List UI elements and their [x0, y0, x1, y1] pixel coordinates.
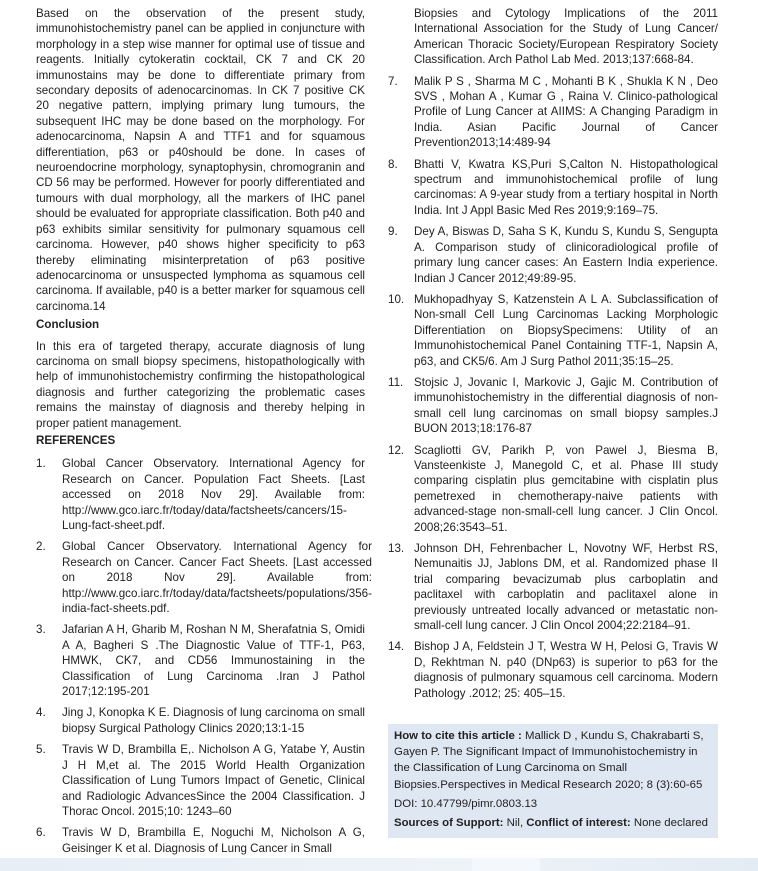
reference-text: Global Cancer Observatory. International Agency for Research on Cancer. Cancer Fact Sheets. [Last accessed on 2018 Nov 29]. Available from: http://www.gco.iarc.fr/today/data/factsheets/populations/356-india-fact-sheets.pdf. [62, 540, 372, 616]
reference-text: Bhatti V, Kwatra KS,Puri S,Calton N. Histopathological spectrum and immunohistochemical profile of lung carcinomas: A 9-year study from a tertiary hospital in North India. Int J Appl Basic Med Res 2019;9:169–75. [414, 157, 718, 217]
reference-text: Bishop J A, Feldstein J T, Westra W H, Pelosi G, Travis W D, Rekhtman N. p40 (DNp63) is superior to p63 for the diagnosis of pulmonary squamous cell carcinoma. Modern Pathology .2012; 25: 405–15. [414, 640, 718, 700]
reference-number: 3. [36, 623, 46, 637]
conclusion-paragraph: In this era of targeted therapy, accurate diagnosis of lung carcinoma on small biopsy specimens, histopathologically with help of immunohistochemistry confirming the histopathological diagnosis and further categorizing the problematic cases remains the mainstay of diagnosis and thereby helping in proper patient management. [36, 339, 365, 430]
references-heading: REFERENCES [36, 433, 116, 447]
reference-item [388, 541, 718, 633]
reference-item [36, 622, 365, 699]
reference-continued-text: Biopsies and Cytology Implications of the 2011 International Association for the Study of Lung Cancer/ American Thoracic Society/European Respiratory Society Classification. Arch Pathol Lab Med. 2013;137:668-84. [414, 7, 718, 67]
conclusion-heading: Conclusion [36, 318, 100, 332]
how-to-cite [394, 728, 712, 793]
reference-number: 1. [36, 457, 46, 471]
reference-text: Travis W D, Brambilla E, Noguchi M, Nicholson A G, Geisinger K et al. Diagnosis of Lung Cancer in Small [62, 826, 365, 855]
reference-text: Malik P S , Sharma M C , Mohanti B K , Shukla K N , Deo SVS , Mohan A , Kumar G , Raina V. Clinico-pathological Profile of Lung Cancer at AIIMS: A Changing Paradigm in India. Asian Pacific Journal of Cancer Prevention2013;14:489-94 [414, 74, 718, 150]
references-list-right [388, 74, 718, 701]
reference-item [388, 224, 718, 286]
reference-number: 9. [388, 225, 398, 239]
reference-number: 8. [388, 157, 398, 171]
reference-number: 14. [388, 640, 405, 654]
reference-item [388, 443, 718, 535]
footer-tab [472, 858, 540, 871]
doi: DOI: 10.47799/pimr.0803.13 [394, 797, 538, 810]
conflict-label: Conflict of interest: [526, 817, 631, 830]
reference-number: 13. [388, 542, 405, 555]
reference-item [388, 157, 718, 219]
reference-text: Travis W D, Brambilla E,. Nicholson A G, Yatabe Y, Austin J H M,et al. The 2015 World Health Organization Classification of Lung Tumors Impact of Genetic, Clinical and Radiologic AdvancesSince the 2004 Classification. J Thorac Oncol. 2015;10: 1243–60 [62, 743, 365, 818]
reference-number: 4. [36, 706, 46, 720]
reference-text: Johnson DH, Fehrenbacher L, Novotny WF, Herbst RS, Nemunaitis JJ, Jablons DM, et al. Randomized phase II trial comparing bevacizumab plus carboplatin and paclitaxel with carboplatin and paclitaxel alone in previously untreated locally advanced or metastatic non-small-cell lung cancer. J Clin Oncol 2004;22:2184–91. [414, 542, 718, 633]
support-value: Nil, [506, 817, 524, 830]
footer-band [0, 858, 758, 871]
discussion-paragraph: Based on the observation of the present study, immunohistochemistry panel can be applied in conjuncture with morphology in a step wise manner for optimal use of tissue and reagents. Initially cytokeratin cocktail, CK 7 and CK 20 immunostains may be done to differentiate primary from secondary deposits of adenocarcinomas. In CK 7 positive CK 20 negative pattern, implying primary lung tumours, the subsequent IHC may be done based on the morphology. For adenocarcinoma, Napsin A and TTF1 and for squamous differentiation, p63 or p40should be done. In cases of neuroendocrine morphology, synaptophysin, chromogranin and CD 56 may be performed. However for poorly differentiated and tumours with dual morphology, all the markers of IHC panel should be evaluated for appropriate classification. Both p40 and p63 exhibits similar sensitivity for pulmonary squamous cell carcinoma. However, p40 shows higher specificity to p63 thereby eliminating misinterpretation of p63 positive adenocarcinoma or unsuspected lymphoma as squamous cell carcinoma. If available, p40 is a better marker for squamous cell carcinoma.14 [36, 7, 365, 313]
right-column [388, 6, 718, 707]
reference-number: 7. [388, 74, 398, 88]
reference-item [388, 375, 718, 437]
reference-text: Global Cancer Observatory. International Agency for Research on Cancer. Population Fact Sheets. [Last accessed on 2018 Nov 29]. Available from: http://www.gco.iarc.fr/today/data/factsheets/cancers/15-Lung-fact-sheet.pdf. [62, 457, 365, 532]
reference-item [388, 639, 718, 701]
reference-number: 5. [36, 743, 46, 757]
reference-number: 12. [388, 443, 405, 457]
reference-item [388, 292, 718, 369]
left-column [36, 6, 372, 862]
reference-text: Scagliotti GV, Parikh P, von Pawel J, Biesma B, Vansteenkiste J, Manegold C, et al. Phase III study comparing cisplatin plus gemcitabine with cisplatin plus pemetrexed in chemotherapy-naive patients with advanced-stage non-small-cell lung cancer. J Clin Oncol. 2008;26:3543–51. [414, 443, 718, 534]
reference-text: Stojsic J, Jovanic I, Markovic J, Gajic M. Contribution of immunohistochemistry in the differential diagnosis of non-small cell lung carcinomas on small biopsy samples.J BUON 2013;18:176-87 [414, 375, 718, 436]
reference-number: 11. [388, 375, 404, 389]
references-list-left [36, 456, 372, 856]
reference-item [36, 705, 365, 736]
reference-number: 10. [388, 292, 405, 306]
support-and-conflict [394, 815, 712, 831]
reference-number: 6. [36, 826, 46, 840]
reference-item [36, 742, 365, 819]
reference-item [36, 456, 365, 533]
reference-item [36, 539, 372, 616]
reference-item [388, 74, 718, 151]
support-label: Sources of Support: [394, 817, 504, 830]
citation-label: How to cite this article : [394, 730, 522, 742]
conflict-value: None declared [633, 817, 708, 830]
reference-text: Mukhopadhyay S, Katzenstein A L A. Subclassification of Non-small Cell Lung Carcinomas Lacking Morphologic Differentiation on BiopsySpecimens: Utility of an Immunohistochemical Panel Containing TTF-1, Napsin A, p63, and CK5/6. Am J Surg Pathol 2011;35:15–25. [414, 292, 718, 368]
reference-item [36, 825, 365, 856]
reference-text: Jing J, Konopka K E. Diagnosis of lung carcinoma on small biopsy Surgical Pathology Clinics 2020;13:1-15 [62, 706, 365, 735]
citation-box [388, 724, 718, 838]
citation-text: Mallick D , Kundu S, Chakrabarti S, Gayen P. The Significant Impact of Immunohistochemistry in the Classification of Lung Carcinoma on Small Biopsies.Perspectives in Medical Research 2020; 8 (3):60-65 [394, 730, 704, 791]
reference-number: 2. [36, 540, 46, 554]
reference-text: Jafarian A H, Gharib M, Roshan N M, Sherafatnia S, Omidi A A, Bagheri S .The Diagnostic Value of TTF-1, P63, HMWK, CK7, and CD56 Immunostaining in the Classification of Lung Carcinoma .Iran J Pathol 2017;12:195-201 [62, 623, 365, 699]
reference-text: Dey A, Biswas D, Saha S K, Kundu S, Kundu S, Sengupta A. Comparison study of clinicoradiological profile of primary lung cancer cases: An Eastern India experience. Indian J Cancer 2012;49:89-95. [414, 225, 718, 285]
